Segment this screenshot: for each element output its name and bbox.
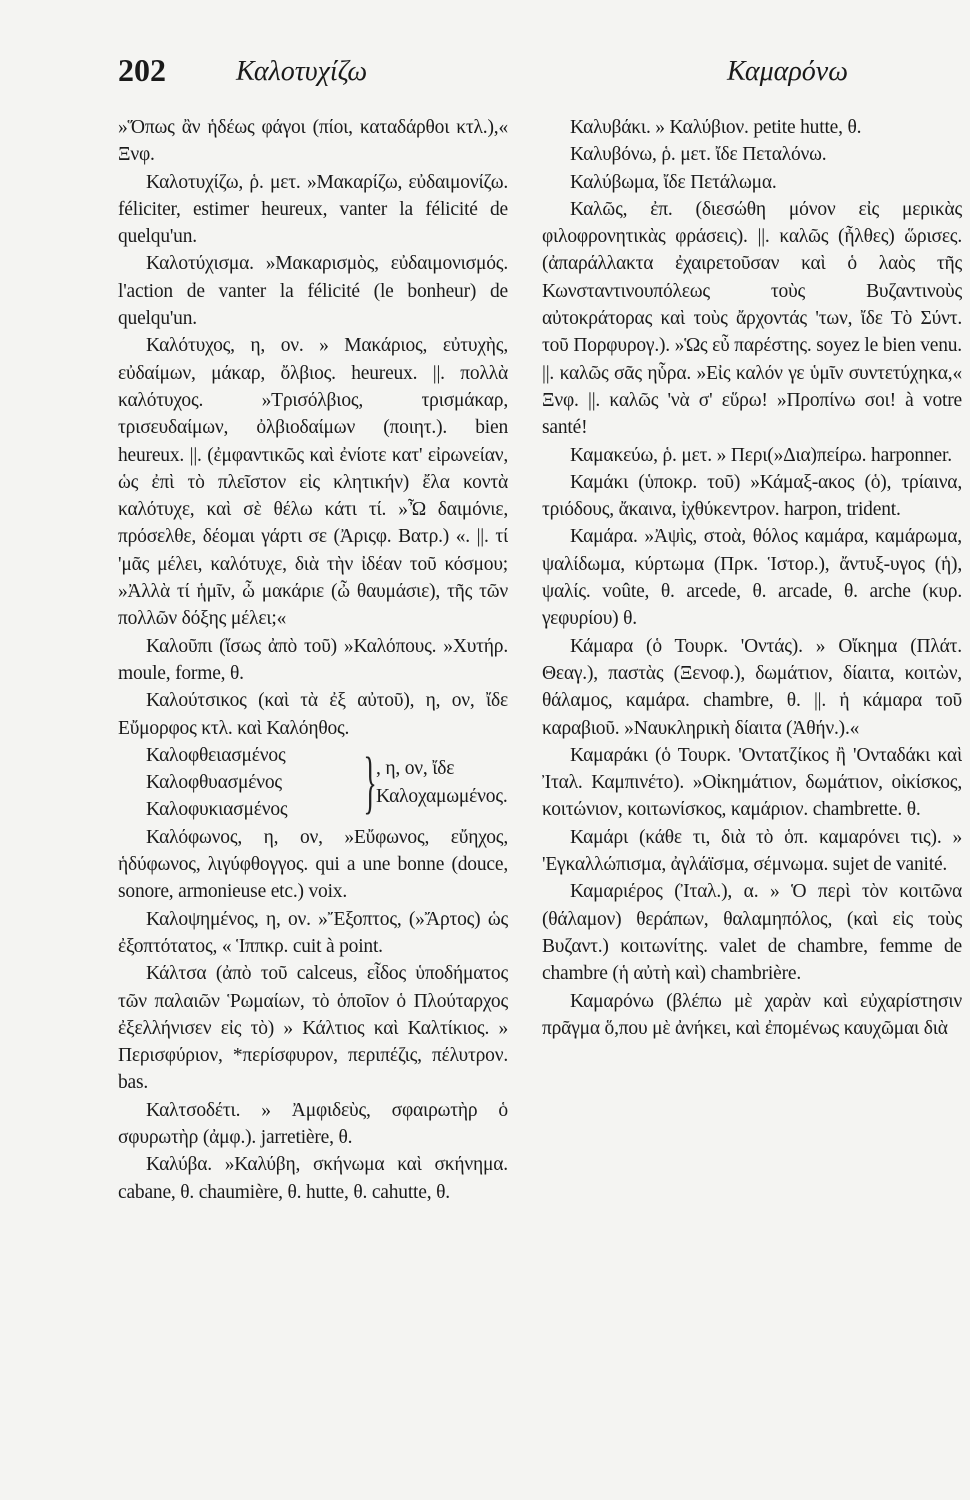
entry-kalyvono: Καλυβόνω, ῥ. μετ. ἴδε Πεταλόνω. xyxy=(570,144,827,166)
entry-continuation: »Ὅπως ἂν ἡδέως φάγοι (πίοι, καταδάρθοι κτλ.),« Ξνφ. xyxy=(118,117,508,166)
page-header xyxy=(118,52,848,102)
entry-kalotychizo: Καλοτυχίζω, ῥ. μετ. »Μακαρίζω, εὐδαιμονίζω. féliciter, estimer heureux, vanter la félicité de quelqu'un. xyxy=(118,171,508,248)
entry-kaltsa: Κάλτσα (ἀπὸ τοῦ calceus, εἶδος ὑποδήματος τῶν παλαιῶν Ῥωμαίων, τὸ ὁποῖον ὁ Πλούταρχος ἐξελλήνισεν εἰς τὸ) » Κάλτιος καὶ Καλτίκιος. » Περισφύριον, *περίσφυρον, περιπέζις, πέλυτρον. bas. xyxy=(118,963,508,1094)
brace-definition: , η, ον, ἴδε Καλοχαμωμένος. xyxy=(376,758,508,807)
brace-symbol: } xyxy=(363,743,377,821)
brace-headwords xyxy=(146,742,358,824)
entry-kamarieros: Καμαριέρος (Ἰταλ.), α. » Ὁ περὶ τὸν κοιτῶνα (θάλαμον) θεράπων, θαλαμηπόλος, (καὶ εἰς τοὺς Βυζαντ.) κοιτωνίτης. valet de chambre, femme de chambre (ἡ αὐτὴ καὶ) chambrière. xyxy=(542,881,962,985)
entry-kalofonos: Καλόφωνος, η, ον, »Εὔφωνος, εὔηχος, ἡδύφωνος, λιγύφθογγος. qui a une bonne (douce, sonore, armonieuse etc.) voix. xyxy=(118,826,508,903)
entry-kamarono: Καμαρόνω (βλέπω μὲ χαρὰν καὶ εὐχαρίστησιν πρᾶγμα ὅ,που μὲ ἀνήκει, καὶ ἐπομένως καυχῶμαι διὰ xyxy=(542,990,962,1039)
right-column xyxy=(542,114,962,1394)
entry-kamara: Καμάρα. »Ἀψὶς, στοὰ, θόλος καμάρα, καμάρωμα, ψαλίδωμα, κύρτωμα (Πρκ. Ἱστορ.), ἄντυξ-υγος (ἡ), ψαλίς. voûte, θ. arcede, θ. arcade, θ. arche (κυρ. γεφυρίου) θ. xyxy=(542,526,962,630)
left-running-headword: Καλοτυχίζω xyxy=(236,56,368,87)
entry-kalotychos: Καλότυχος, η, ον. » Μακάριος, εὐτυχὴς, εὐδαίμων, μάκαρ, ὄλβιος. heureux. ||. πολλὰ καλότυχος. »Τρισόλβιος, τρισμάκαρ, τρισευδαίμων, ὀλβιοδαίμων (ποιητ.). bien heureux. ||. (ἐμφαντικῶς καὶ ἐνίοτε κατ' εἰρωνείαν, ὡς ἐπὶ τὸ πλεῖστον εἰς κλητικήν) ἔλα κοντὰ καλότυχε, καὶ σὲ θέλω κάτι τί. »Ὦ δαιμόνιε, πρόσελθε, δέομαι γάρτι σε (Ἀριςφ. Βατρ.) «. ||. τί 'μᾶς μέλει, καλότυχε, διὰ τὴν ἰδέαν τοῦ κόσμου; »Ἀλλὰ τί ἡμῖν, ὦ μακάριε (ὦ θαυμάσιε), τῆς τῶν πολλῶν δόξης μέλει;« xyxy=(118,335,508,630)
brace-headword: Καλοφυκιασμένος xyxy=(146,799,288,821)
page-number: 202 xyxy=(118,52,166,88)
entry-kalopsimenos: Καλοψημένος, η, ον. »Ἔξοπτος, (»Ἄρτος) ὡς ἐξοπτότατος, « Ἱππκρ. cuit à point. xyxy=(118,908,508,957)
entry-kamari: Καμάρι (κάθε τι, διὰ τὸ ὁπ. καμαρόνει τις). » 'Εγκαλλώπισμα, ἀγλάϊσμα, σέμνωμα. sujet de vanité. xyxy=(542,826,962,876)
entry-kamaraki: Καμαράκι (ὁ Τουρκ. 'Οντατζίκος ἢ 'Ονταδάκι καὶ Ἰταλ. Καμπινέτο). »Οἰκημάτιον, δωμάτιον, οἰκίσκος, κοιτώνιον, κοιτωνίσκος, καμάριον. chambrette. θ. xyxy=(542,744,962,821)
entry-brace-group xyxy=(118,742,508,824)
entry-kaloupi: Καλοῦπι (ἴσως ἀπὸ τοῦ) »Καλόπους. »Χυτήρ. moule, forme, θ. xyxy=(118,635,508,684)
left-column xyxy=(118,114,508,1394)
entry-kamaki: Καμάκι (ὑποκρ. τοῦ) »Κάμαξ-ακος (ὁ), τρίαινα, τριόδους, ἄκαινα, ἰχθύκεντρον. harpon, trident. xyxy=(542,471,962,521)
entry-kamakevo: Καμακεύω, ῥ. μετ. » Περι(»Δια)πείρω. harponner. xyxy=(570,444,952,466)
entry-kalyva: Καλύβα. »Καλύβη, σκήνωμα καὶ σκήνημα. cabane, θ. chaumière, θ. hutte, θ. cahutte, θ. xyxy=(118,1154,508,1203)
brace-headword: Καλοφθυασμένος xyxy=(146,772,282,794)
entry-kalyvoma: Καλύβωμα, ἴδε Πετάλωμα. xyxy=(570,171,777,193)
right-running-headword: Καμαρόνω xyxy=(727,56,848,87)
entry-kalotychisma: Καλοτύχισμα. »Μακαρισμὸς, εὐδαιμονισμός. l'action de vanter la félicité (le bonheur) de quelqu'un. xyxy=(118,253,508,330)
entry-kaloutsikos: Καλούτσικος (καὶ τὰ ἐξ αὐτοῦ), η, ον, ἴδε Εὔμορφος κτλ. καὶ Καλόηθος. xyxy=(118,690,508,739)
entry-kalyvaki: Καλυβάκι. » Καλύβιον. petite hutte, θ. xyxy=(570,117,862,138)
brace-headword: Καλοφθειασμένος xyxy=(146,744,286,766)
entry-kalos: Καλῶς, ἐπ. (διεσώθη μόνον εἰς μερικὰς φιλοφρονητικὰς φράσεις). ||. καλῶς (ἦλθες) ὥρισες. (ἀπαράλλακτα ἐχαιρετοῦσαν καὶ ὁ λαὸς τῆς Κωνσταντινουπόλεως τοὺς Βυζαντινοὺς αὐτοκράτορας καὶ τοὺς ἄρχοντάς 'των, ἴδε Τὸ Σύντ. τοῦ Πορφυρογ.). »Ὡς εὖ παρέστης. soyez le bien venu. ||. καλῶς σᾶς ηὗρα. »Εἰς καλόν γε ὑμῖν συντετύχηκα,« Ξνφ. ||. καλῶς 'νὰ σ' εὕρω! »Προπίνω σοι! à votre santé! xyxy=(542,198,962,439)
entry-kamara-room: Κάμαρα (ὁ Τουρκ. 'Οντάς). » Οἴκημα (Πλάτ. Θεαγ.), παστὰς (Ξενοφ.), δωμάτιον, δίαιτα, κοιτὼν, θάλαμος, καμάρα. chambre, θ. ||. ἡ κάμαρα τοῦ καραβιοῦ. »Ναυκληρικὴ δίαιτα (Ἀθήν.).« xyxy=(542,635,962,739)
entry-kaltsodeti: Καλτσοδέτι. » Ἀμφιδεὺς, σφαιρωτὴρ ὁ σφυρωτὴρ (ἀμφ.). jarretière, θ. xyxy=(118,1099,508,1148)
